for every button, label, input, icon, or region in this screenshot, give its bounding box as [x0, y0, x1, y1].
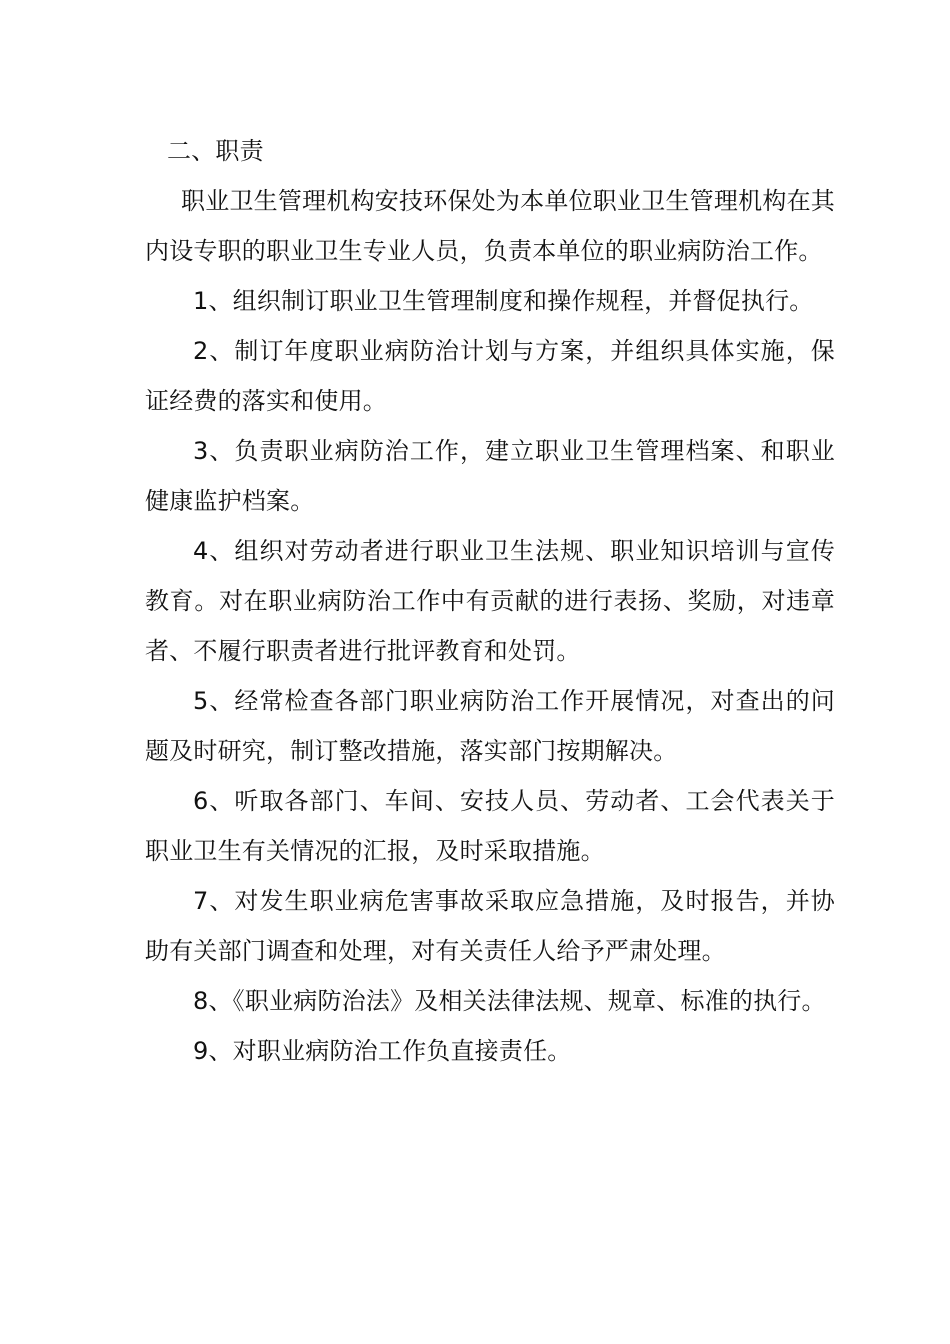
duty-item-2: 2、制订年度职业病防治计划与方案，并组织具体实施，保证经费的落实和使用。	[145, 337, 835, 415]
document-body	[145, 126, 835, 1076]
duty-item-3: 3、负责职业病防治工作，建立职业卫生管理档案、和职业健康监护档案。	[145, 437, 835, 515]
duty-item-7: 7、对发生职业病危害事故采取应急措施，及时报告，并协助有关部门调查和处理，对有关责任人给予严肃处理。	[145, 887, 835, 965]
duty-item-8: 8、《职业病防治法》及相关法律法规、规章、标准的执行。	[193, 987, 826, 1015]
duty-item-4: 4、组织对劳动者进行职业卫生法规、职业知识培训与宣传教育。对在职业病防治工作中有贡献的进行表扬、奖励，对违章者、不履行职责者进行批评教育和处罚。	[145, 537, 835, 665]
duty-item-9: 9、对职业病防治工作负直接责任。	[193, 1037, 572, 1065]
section-heading: 二、职责	[167, 137, 264, 165]
duty-item-6: 6、听取各部门、车间、安技人员、劳动者、工会代表关于职业卫生有关情况的汇报，及时采取措施。	[145, 787, 835, 865]
intro-paragraph: 职业卫生管理机构安技环保处为本单位职业卫生管理机构在其内设专职的职业卫生专业人员，负责本单位的职业病防治工作。	[145, 187, 835, 265]
duty-item-1: 1、组织制订职业卫生管理制度和操作规程，并督促执行。	[193, 287, 814, 315]
duty-item-5: 5、经常检查各部门职业病防治工作开展情况，对查出的问题及时研究，制订整改措施，落实部门按期解决。	[145, 687, 835, 765]
